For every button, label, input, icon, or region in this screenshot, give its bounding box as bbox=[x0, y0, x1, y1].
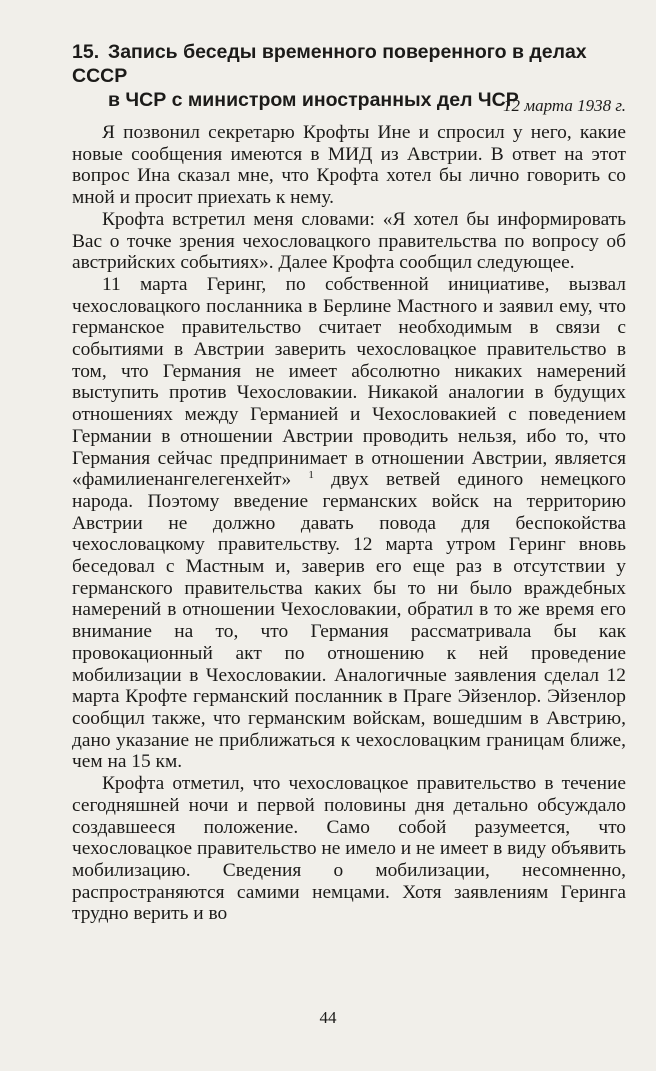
paragraph-1: Я позвонил секретарю Крофты Ине и спросил у него, какие новые сообщения имеются в МИД из Австрии. В ответ на этот вопрос Ина сказал мне, что Крофта хотел бы лично говорить со мной и просит приехать к нему. bbox=[72, 122, 626, 209]
paragraph-3 bbox=[72, 274, 626, 773]
title-line-1: Запись беседы временного поверенного в делах СССР bbox=[72, 41, 587, 87]
paragraph-4: Крофта отметил, что чехословацкое правительство в течение сегодняшней ночи и первой половины дня детально обсуждало создавшееся положение. Само собой разумеется, что чехословацкое правительство не имело и не имеет в виду объявить мобилизацию. Сведения о мобилизации, несомненно, распространяются самими немцами. Хотя заявлениям Геринга трудно верить и во bbox=[72, 773, 626, 925]
title-line-2: в ЧСР с министром иностранных дел ЧСР bbox=[108, 89, 519, 111]
document-date: 12 марта 1938 г. bbox=[502, 96, 626, 115]
document-number: 15. bbox=[72, 41, 100, 63]
document-body bbox=[72, 122, 626, 925]
paragraph-3-part-2: двух ветвей единого немецкого народа. Поэтому введение германских войск на территорию Австрии не должно давать повода для беспокойства чехословацкому правительству. 12 марта утром Геринг вновь беседовал с Мастным и, заверив его еще раз в отсутствии у германского правительства каких бы то ни было враждебных намерений в отношении Чехословакии, обратил в то же время его внимание на то, что Германия рассматривала бы как провокационный акт по отношению к ней проведение мобилизации в Чехословакии. Аналогичные заявления сделал 12 марта Крофте германский посланник в Праге Эйзенлор. Эйзенлор сообщил также, что германским войскам, вошедшим в Австрию, дано указание не приближаться к чехословацким границам ближе, чем на 15 км. bbox=[72, 469, 626, 773]
footnote-reference[interactable]: 1 bbox=[308, 469, 314, 482]
paragraph-2: Крофта встретил меня словами: «Я хотел бы информировать Вас о точке зрения чехословацкого правительства по вопросу об австрийских событиях». Далее Крофта сообщил следующее. bbox=[72, 208, 626, 274]
paragraph-3-part-1: 11 марта Геринг, по собственной инициативе, вызвал чехословацкого посланника в Берлине Мастного и заявил ему, что германское правительство считает необходимым в связи с событиями в Австрии заверить чехословацкое правительство в том, что Германия не имеет абсолютно никаких намерений выступить против Чехословакии. Никакой аналогии в будущих отношениях между Германией и Чехословакией с поведением Германии в отношении Австрии проводить нельзя, ибо то, что Германия сейчас предпринимает в отношении Австрии, является «фамилиенангелегенхейт» bbox=[72, 273, 626, 491]
page-number: 44 bbox=[319, 1008, 337, 1027]
